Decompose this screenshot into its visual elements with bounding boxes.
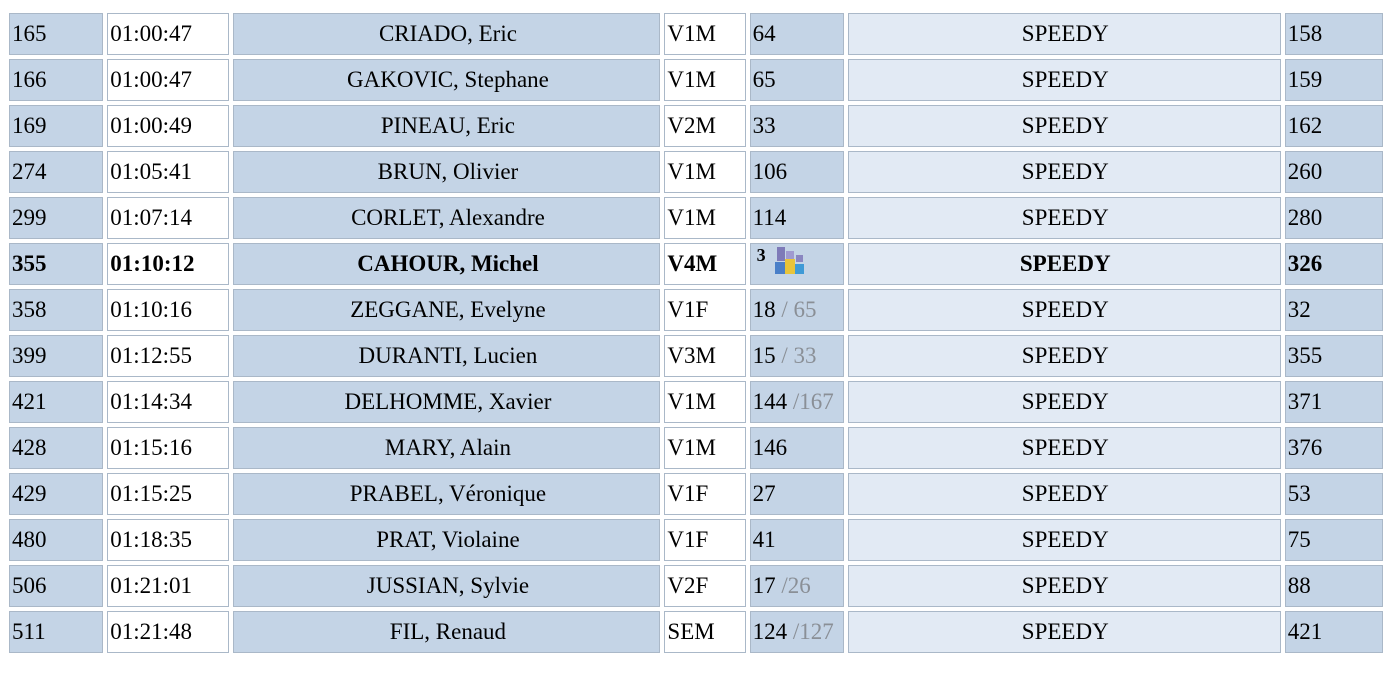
category-rank [750,473,844,515]
finish-time: 01:15:25 [107,473,229,515]
category-rank-value: 27 [752,481,776,506]
runner-name: GAKOVIC, Stephane [233,59,660,101]
category-rank [750,289,844,331]
finish-time: 01:12:55 [107,335,229,377]
runner-name: PRABEL, Véronique [233,473,660,515]
table-row [9,565,1383,607]
category-total: / 33 [781,343,817,368]
finish-time: 01:15:16 [107,427,229,469]
category-rank [750,105,844,147]
runner-name: JUSSIAN, Sylvie [233,565,660,607]
overall-rank: 511 [9,611,103,653]
table-row [9,105,1383,147]
runner-name: CRIADO, Eric [233,13,660,55]
category-rank-value: 144 [752,389,793,414]
podium-rank: 3 [756,245,766,265]
category-rank [750,519,844,561]
table-row [9,13,1383,55]
overall-rank: 358 [9,289,103,331]
table-row [9,289,1383,331]
club-name: SPEEDY [848,105,1281,147]
club-name: SPEEDY [848,59,1281,101]
finish-time: 01:00:47 [107,59,229,101]
club-name: SPEEDY [848,335,1281,377]
club-name: SPEEDY [848,519,1281,561]
table-row [9,59,1383,101]
club-name: SPEEDY [848,13,1281,55]
overall-rank: 166 [9,59,103,101]
finish-time: 01:05:41 [107,151,229,193]
club-name: SPEEDY [848,427,1281,469]
category-total: /127 [792,619,834,644]
finish-time: 01:21:01 [107,565,229,607]
finish-time: 01:10:16 [107,289,229,331]
category-total: /167 [792,389,834,414]
category-total: /26 [781,573,811,598]
category-rank [750,611,844,653]
category-rank [750,565,844,607]
table-row [9,473,1383,515]
overall-rank: 299 [9,197,103,239]
category-rank [750,381,844,423]
overall-rank: 421 [9,381,103,423]
runner-name: CORLET, Alexandre [233,197,660,239]
gender-rank: 260 [1285,151,1383,193]
overall-rank: 169 [9,105,103,147]
runner-name: DURANTI, Lucien [233,335,660,377]
category-rank [750,243,844,285]
runner-name: PRAT, Violaine [233,519,660,561]
category: V1M [664,151,745,193]
category: V4M [664,243,745,285]
overall-rank: 429 [9,473,103,515]
gender-rank: 355 [1285,335,1383,377]
runner-name: PINEAU, Eric [233,105,660,147]
overall-rank: 399 [9,335,103,377]
table-row [9,243,1383,285]
results-table [5,9,1387,657]
gender-rank: 376 [1285,427,1383,469]
club-name: SPEEDY [848,381,1281,423]
category-rank-value: 15 [752,343,782,368]
category-rank [750,151,844,193]
podium-icon [753,245,805,285]
category: V1F [664,289,745,331]
category-rank-value: 114 [752,205,787,230]
category-rank-value: 106 [752,159,788,184]
overall-rank: 506 [9,565,103,607]
category-rank-value: 33 [752,113,776,138]
category: V1F [664,473,745,515]
overall-rank: 274 [9,151,103,193]
table-row [9,381,1383,423]
finish-time: 01:00:49 [107,105,229,147]
category: V1M [664,427,745,469]
category: V1M [664,13,745,55]
category-rank-value: 17 [752,573,782,598]
category: V1M [664,59,745,101]
gender-rank: 421 [1285,611,1383,653]
gender-rank: 371 [1285,381,1383,423]
finish-time: 01:00:47 [107,13,229,55]
club-name: SPEEDY [848,565,1281,607]
club-name: SPEEDY [848,611,1281,653]
runner-name: DELHOMME, Xavier [233,381,660,423]
category-rank-value: 64 [752,21,776,46]
gender-rank: 75 [1285,519,1383,561]
category-rank-value: 146 [752,435,788,460]
category: V1M [664,197,745,239]
category-rank-value: 65 [752,67,776,92]
gender-rank: 88 [1285,565,1383,607]
category: SEM [664,611,745,653]
overall-rank: 165 [9,13,103,55]
finish-time: 01:14:34 [107,381,229,423]
gender-rank: 53 [1285,473,1383,515]
table-row [9,151,1383,193]
gender-rank: 159 [1285,59,1383,101]
gender-rank: 326 [1285,243,1383,285]
table-row [9,519,1383,561]
runner-name: BRUN, Olivier [233,151,660,193]
category-rank [750,197,844,239]
runner-name: ZEGGANE, Evelyne [233,289,660,331]
club-name: SPEEDY [848,243,1281,285]
gender-rank: 280 [1285,197,1383,239]
category-total: / 65 [781,297,817,322]
runner-name: MARY, Alain [233,427,660,469]
category-rank-value: 18 [752,297,782,322]
category-rank [750,13,844,55]
club-name: SPEEDY [848,473,1281,515]
category: V2M [664,105,745,147]
category-rank-value: 41 [752,527,776,552]
table-row [9,611,1383,653]
gender-rank: 162 [1285,105,1383,147]
category-rank-value: 124 [752,619,793,644]
club-name: SPEEDY [848,151,1281,193]
finish-time: 01:21:48 [107,611,229,653]
gender-rank: 158 [1285,13,1383,55]
category-rank [750,427,844,469]
table-row [9,197,1383,239]
category: V2F [664,565,745,607]
category-rank [750,59,844,101]
category: V1F [664,519,745,561]
gender-rank: 32 [1285,289,1383,331]
table-row [9,427,1383,469]
club-name: SPEEDY [848,197,1281,239]
club-name: SPEEDY [848,289,1281,331]
runner-name: CAHOUR, Michel [233,243,660,285]
category: V1M [664,381,745,423]
results-body [9,13,1383,653]
overall-rank: 428 [9,427,103,469]
runner-name: FIL, Renaud [233,611,660,653]
category-rank [750,335,844,377]
table-row [9,335,1383,377]
category: V3M [664,335,745,377]
overall-rank: 355 [9,243,103,285]
finish-time: 01:10:12 [107,243,229,285]
finish-time: 01:07:14 [107,197,229,239]
finish-time: 01:18:35 [107,519,229,561]
overall-rank: 480 [9,519,103,561]
